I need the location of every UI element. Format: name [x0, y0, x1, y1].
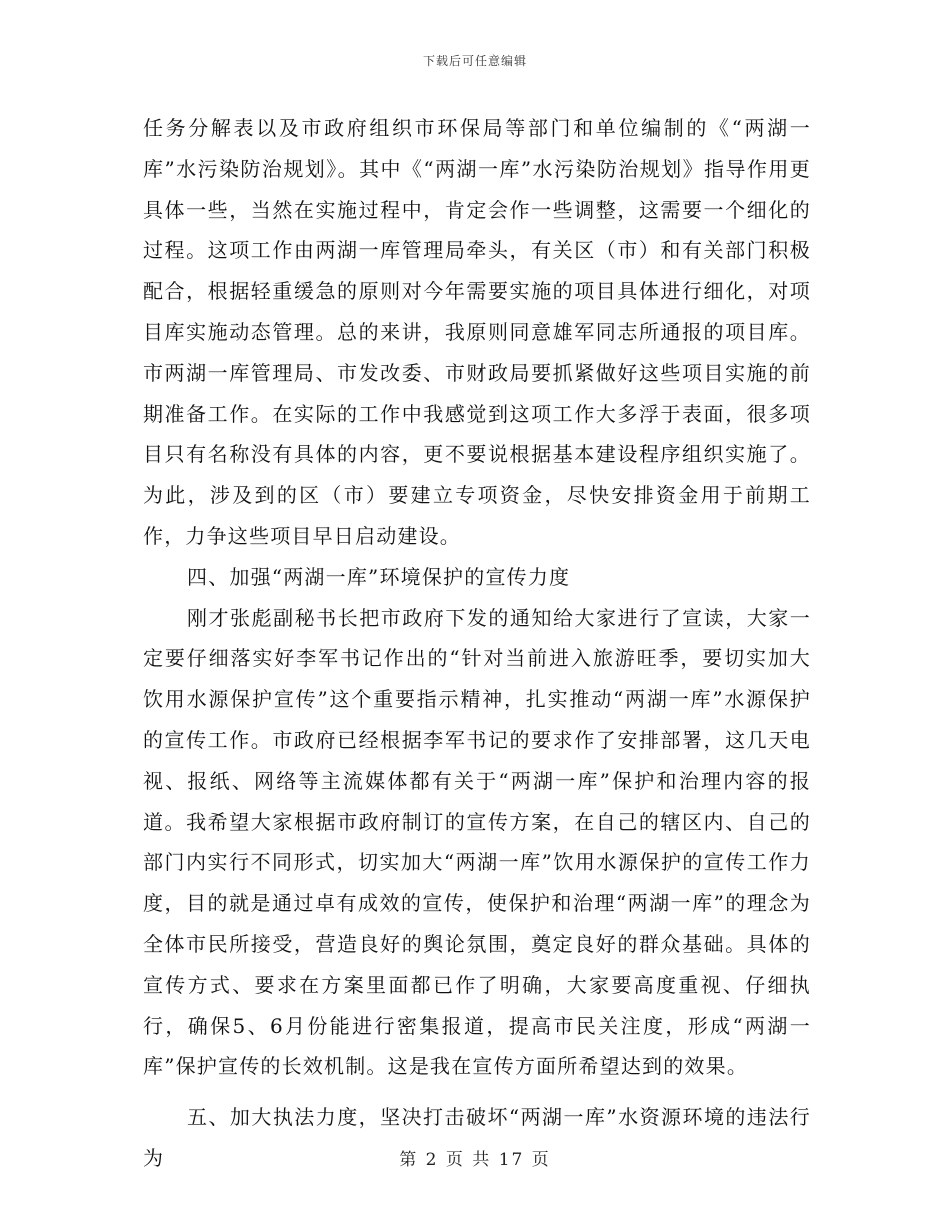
section-heading-five: 五、加大执法力度，坚决打击破坏“两湖一库”水资源环境的违法行为: [143, 1105, 811, 1170]
page-number: 第 2 页 共 17 页: [399, 1150, 551, 1170]
paragraph-publicity: 刚才张彪副秘书长把市政府下发的通知给大家进行了宣读，大家一定要仔细落实好李军书记作出的“针对当前进入旅游旺季，要切实加大饮用水源保护宣传”这个重要指示精神，扎实推动“两湖一库”水源保护的宣传工作。市政府已经根据李军书记的要求作了安排部署，这几天电视、报纸、网络等主流媒体都有关于“两湖一库”保护和治理内容的报道。我希望大家根据市政府制订的宣传方案，在自己的辖区内、自己的部门内实行不同形式，切实加大“两湖一库”饮用水源保护的宣传工作力度，目的就是通过卓有成效的宣传，使保护和治理“两湖一库”的理念为全体市民所接受，营造良好的舆论氛围，奠定良好的群众基础。具体的宣传方式、要求在方案里面都已作了明确，大家要高度重视、仔细执行，确保5、6月份能进行密集报道，提高市民关注度，形成“两湖一库”保护宣传的长效机制。这是我在宣传方面所希望达到的效果。: [143, 605, 811, 1079]
section-heading-four: 四、加强“两湖一库”环境保护的宣传力度: [187, 564, 571, 589]
page-header: 下载后可任意编辑: [422, 54, 527, 68]
document-body: [143, 108, 811, 1179]
paragraph-continuation: 任务分解表以及市政府组织市环保局等部门和单位编制的《“两湖一库”水污染防治规划》。其中《“两湖一库”水污染防治规划》指导作用更具体一些，当然在实施过程中，肯定会作一些调整，这需要一个细化的过程。这项工作由两湖一库管理局牵头，有关区（市）和有关部门积极配合，根据轻重缓急的原则对今年需要实施的项目具体进行细化，对项目库实施动态管理。总的来讲，我原则同意雄军同志所通报的项目库。市两湖一库管理局、市发改委、市财政局要抓紧做好这些项目实施的前期准备工作。在实际的工作中我感觉到这项工作大多浮于表面，很多项目只有名称没有具体的内容，更不要说根据基本建设程序组织实施了。为此，涉及到的区（市）要建立专项资金，尽快安排资金用于前期工作，力争这些项目早日启动建设。: [143, 116, 811, 548]
